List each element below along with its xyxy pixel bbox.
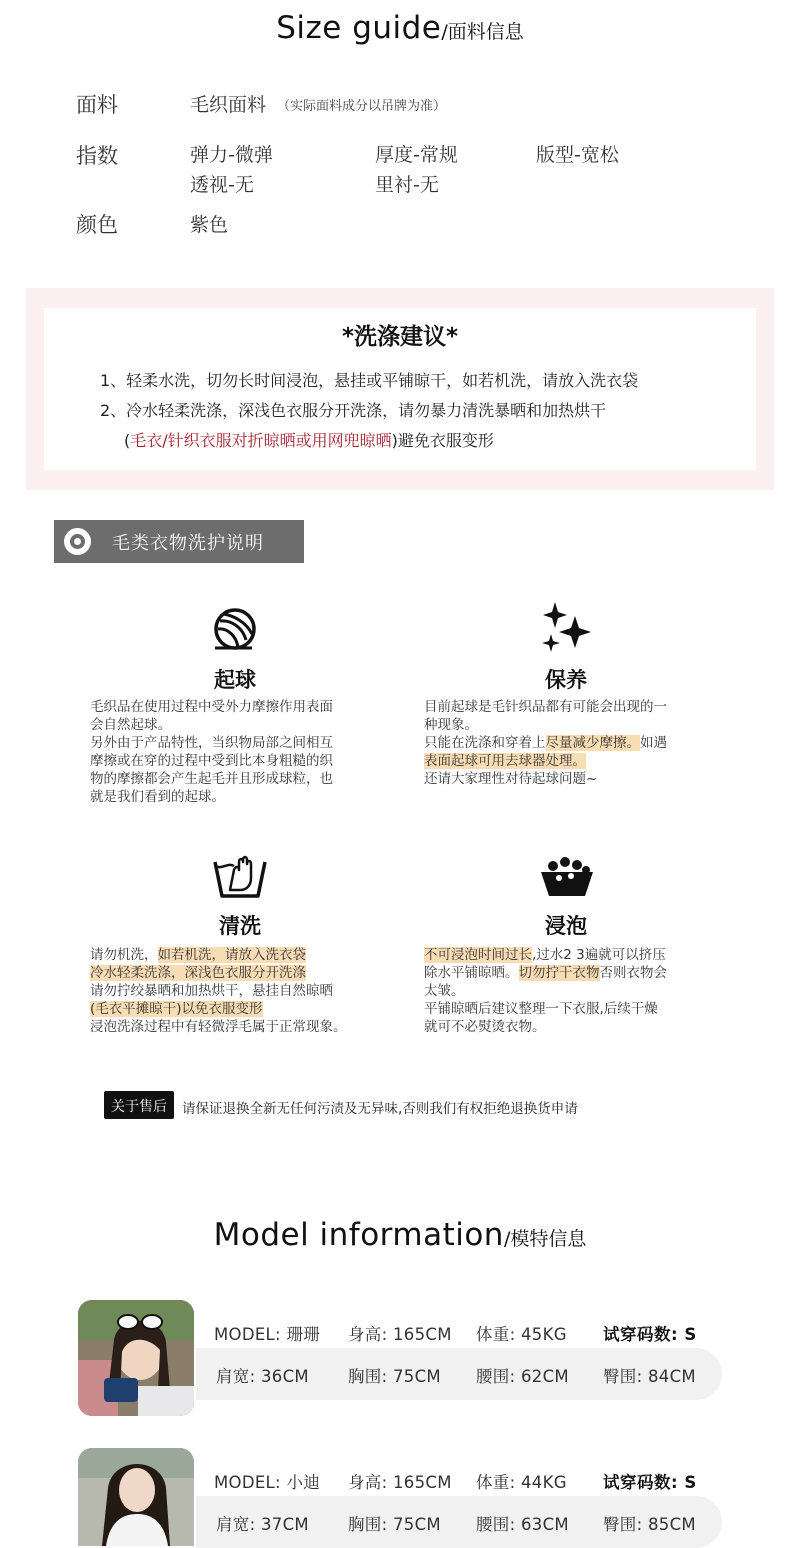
washing-text: 请勿机洗，如若机洗，请放入洗衣袋 冷水轻柔洗涤，深浅色衣服分开洗涤 请勿拧绞暴晒和加热烘干，悬挂自然晾晒 (毛衣平摊晾干)以免衣服变形 浸泡洗涤过程中有轻微浮毛属于正常现象。	[90, 947, 347, 1035]
fit-value: 版型-宽松	[536, 144, 619, 166]
lining-value: 里衬-无	[375, 174, 439, 196]
after-sales-text: 请保证退换全新无任何污渍及无异味,否则我们有权拒绝退换货申请	[182, 1101, 578, 1117]
model-2-size: 试穿码数: S	[603, 1473, 697, 1492]
model-1-bust: 胸围: 75CM	[348, 1367, 441, 1386]
model-1-weight: 体重: 45KG	[476, 1325, 567, 1344]
model-2-height: 身高: 165CM	[348, 1473, 452, 1492]
size-guide-subtitle: /面料信息	[441, 21, 524, 43]
maintenance-title: 保养	[545, 668, 587, 692]
maintenance-text: 目前起球是毛针织品都有可能会出现的一 种现象。 只能在洗涤和穿着上尽量减少摩擦。如遇 表面起球可用去球器处理。 还请大家理性对待起球问题~	[424, 699, 667, 787]
transparency-value: 透视-无	[190, 174, 254, 196]
care-banner-title: 毛类衣物洗护说明	[112, 533, 264, 554]
model-1-size: 试穿码数: S	[603, 1325, 697, 1344]
model-1-photo	[78, 1300, 194, 1416]
fabric-value: 毛织面料	[190, 94, 267, 116]
model-2-weight: 体重: 44KG	[476, 1473, 567, 1492]
model-2-bust: 胸围: 75CM	[348, 1515, 441, 1534]
pilling-title: 起球	[214, 668, 256, 692]
washing-warning-text: 毛衣/针织衣服对折晾晒或用网兜晾晒	[130, 431, 392, 450]
model-1-hip: 臀围: 84CM	[603, 1367, 696, 1386]
model-info-title: Model information	[213, 1217, 504, 1253]
color-value: 紫色	[190, 214, 229, 236]
model-1-shoulder: 肩宽: 36CM	[216, 1367, 309, 1386]
hand-wash-icon	[212, 852, 268, 900]
washing-line-3-open: (	[124, 431, 131, 450]
model-2-shoulder: 肩宽: 37CM	[216, 1515, 309, 1534]
fabric-note: （实际面料成分以吊牌为准）	[277, 99, 447, 114]
washing-line-2: 2、冷水轻柔洗涤，深浅色衣服分开洗涤，请勿暴力清洗暴晒和加热烘干	[100, 401, 607, 420]
elasticity-value: 弹力-微弹	[190, 144, 273, 166]
washing-line-3	[124, 428, 494, 451]
yarn-ball-icon	[212, 606, 258, 652]
model-1-waist: 腰围: 62CM	[476, 1367, 569, 1386]
size-guide-header	[0, 10, 800, 46]
index-label: 指数	[76, 144, 118, 168]
model-2-name: MODEL: 小迪	[214, 1473, 321, 1492]
soak-basin-icon	[539, 856, 595, 898]
model-1-height: 身高: 165CM	[348, 1325, 452, 1344]
sparkle-icon	[539, 600, 593, 656]
washing-line-3-rest: )避免衣服变形	[391, 431, 494, 450]
size-guide-title: Size guide	[276, 10, 442, 46]
model-info-header	[0, 1217, 800, 1253]
maintenance-highlight-1: 尽量减少摩擦。	[545, 735, 640, 751]
model-2-hip: 臀围: 85CM	[603, 1515, 696, 1534]
model-info-subtitle: /模特信息	[503, 1228, 587, 1250]
soaking-title: 浸泡	[545, 914, 587, 938]
after-sales-badge: 关于售后	[104, 1091, 174, 1119]
model-1-name: MODEL: 珊珊	[214, 1325, 321, 1344]
care-instructions-banner	[54, 520, 304, 563]
washing-line-1: 1、轻柔水洗，切勿长时间浸泡，悬挂或平铺晾干，如若机洗，请放入洗衣袋	[100, 371, 639, 390]
thickness-value: 厚度-常规	[375, 144, 458, 166]
model-2-photo	[78, 1448, 194, 1546]
maintenance-highlight-2: 表面起球可用去球器处理。	[424, 753, 586, 769]
care-banner-icon	[64, 528, 91, 555]
color-label: 颜色	[76, 213, 118, 237]
fabric-label: 面料	[76, 93, 118, 117]
washing-advice-title: *洗涤建议*	[341, 324, 459, 350]
washing-title: 清洗	[219, 914, 261, 938]
model-2-waist: 腰围: 63CM	[476, 1515, 569, 1534]
soaking-text: 不可浸泡时间过长,过水2 3遍就可以挤压 除水平铺晾晒。切勿拧干衣物否则衣物会 太皱。 平铺晾晒后建议整理一下衣服,后续干燥 就可不必熨烫衣物。	[424, 947, 667, 1035]
pilling-text: 毛织品在使用过程中受外力摩擦作用表面 会自然起球。 另外由于产品特性，当织物局部之间相互 摩擦或在穿的过程中受到比本身粗糙的织 物的摩擦都会产生起毛并且形成球粒，也 就是我们看到的起球。	[90, 699, 333, 805]
